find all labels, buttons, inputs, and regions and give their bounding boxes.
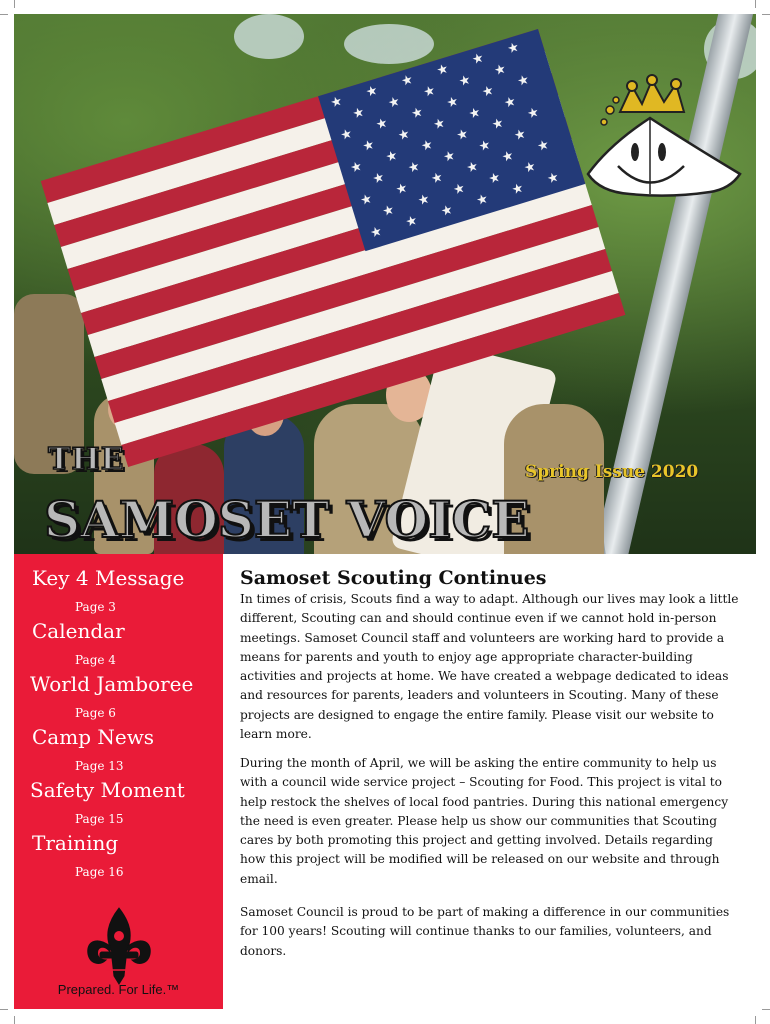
- flag-star-icon: ★: [467, 104, 483, 123]
- toc-item-page: Page 15: [75, 812, 124, 826]
- flag-star-icon: ★: [486, 169, 503, 188]
- flag-star-icon: ★: [439, 202, 455, 220]
- toc-item-page: Page 3: [75, 600, 116, 614]
- flag-star-icon: ★: [338, 126, 355, 145]
- flag-star-icon: ★: [500, 148, 516, 166]
- flag-star-icon: ★: [399, 72, 416, 90]
- flag-star-icon: ★: [510, 180, 526, 199]
- flag-star-icon: ★: [429, 169, 445, 188]
- flag-star-icon: ★: [545, 169, 561, 188]
- flag-star-icon: ★: [350, 104, 367, 123]
- flag-star-icon: ★: [451, 180, 468, 199]
- toc-item-title[interactable]: Training: [32, 831, 119, 855]
- flag-star-icon: ★: [505, 39, 522, 58]
- flag-star-icon: ★: [512, 126, 528, 145]
- article-paragraph: During the month of April, we will be asking the entire community to help us with a council wide service project – Scouting for Food. This project is vital to help restock the shelves of local food pantries. During this national emergency the need is even greater. Please help us show our communities that Scouting cares by both promoting this project and getting involved. Details regarding how this project will be modified will be released on our website and through email.: [240, 756, 729, 886]
- article-paragraph: Samoset Council is proud to be part of making a difference in our communities for 100 years! Scouting will continue thanks to our families, volunteers, and donors.: [240, 905, 730, 958]
- flag-star-icon: ★: [515, 72, 532, 90]
- article-title: Samoset Scouting Continues: [240, 567, 547, 589]
- flag-star-icon: ★: [358, 191, 375, 210]
- flag-star-icon: ★: [403, 212, 420, 231]
- flag-star-icon: ★: [396, 126, 412, 145]
- flag-star-icon: ★: [380, 202, 397, 221]
- flag-star-icon: ★: [370, 169, 387, 188]
- flag-star-icon: ★: [384, 147, 400, 166]
- toc-item-page: Page 6: [75, 706, 116, 720]
- flag-star-icon: ★: [474, 191, 491, 210]
- flag-star-icon: ★: [416, 191, 432, 210]
- flag-star-icon: ★: [374, 115, 390, 134]
- flag-star-icon: ★: [535, 137, 552, 155]
- flag-star-icon: ★: [492, 61, 509, 80]
- flag-star-icon: ★: [368, 223, 385, 242]
- flag-star-icon: ★: [434, 61, 451, 80]
- flag-star-icon: ★: [386, 93, 402, 112]
- toc-item-page: Page 16: [75, 865, 124, 879]
- sidebar-contents: [14, 554, 223, 1009]
- cover-photo: [14, 14, 756, 554]
- bsa-fleur-de-lis-logo: [84, 906, 154, 988]
- toc-item-page: Page 4: [75, 653, 116, 667]
- flag-star-icon: ★: [419, 137, 435, 155]
- flag-star-icon: ★: [464, 158, 481, 177]
- flag-star-icon: ★: [522, 159, 538, 177]
- flag-star-icon: ★: [406, 158, 422, 177]
- flag-star-icon: ★: [348, 158, 365, 177]
- flag-star-icon: ★: [444, 93, 461, 112]
- flag-star-icon: ★: [328, 93, 345, 112]
- toc-item-title[interactable]: Camp News: [32, 725, 155, 749]
- flag-star-icon: ★: [360, 137, 377, 156]
- flag-star-icon: ★: [490, 115, 506, 134]
- masthead-title: SAMOSET VOICE: [44, 490, 530, 549]
- flag-star-icon: ★: [480, 82, 496, 101]
- flag-star-icon: ★: [431, 115, 448, 134]
- toc-item-title[interactable]: Key 4 Message: [32, 566, 185, 590]
- masthead-the: THE: [48, 442, 125, 477]
- flag-star-icon: ★: [421, 83, 438, 101]
- mascot-tent-icon: [580, 74, 750, 214]
- toc-item-title[interactable]: Safety Moment: [30, 778, 185, 802]
- issue-label: Spring Issue 2020: [525, 462, 699, 482]
- article-paragraph: In times of crisis, Scouts find a way to adapt. Although our lives may look a little different, Scouting can and should continue even if we cannot hold in-person meetings. Samoset Council staff and volunteers are working hard to provide a means for parents and youth to enjoy age appropriate character-building activities and projects at home. We have created a webpage dedicated to ideas and resources for parents, leaders and volunteers in Scouting. Many of these projects are designed to engage the entire family. Please visit our website to learn more.: [240, 592, 739, 742]
- sky-patch: [234, 14, 304, 59]
- flag-star-icon: ★: [441, 148, 458, 166]
- flag-star-icon: ★: [502, 93, 518, 112]
- sky-patch: [344, 24, 434, 64]
- flag-star-icon: ★: [454, 126, 471, 145]
- toc-item-title[interactable]: World Jamboree: [30, 672, 194, 696]
- flag-star-icon: ★: [364, 82, 380, 101]
- motto: Prepared. For Life.™: [57, 982, 180, 997]
- flag-star-icon: ★: [470, 50, 486, 69]
- toc-item-page: Page 13: [75, 759, 124, 773]
- flag-star-icon: ★: [525, 104, 542, 123]
- toc-item-title[interactable]: Calendar: [32, 619, 125, 643]
- flag-star-icon: ★: [457, 72, 473, 91]
- flag-star-icon: ★: [409, 104, 426, 123]
- flag-star-icon: ★: [393, 180, 410, 199]
- flag-star-icon: ★: [476, 137, 493, 156]
